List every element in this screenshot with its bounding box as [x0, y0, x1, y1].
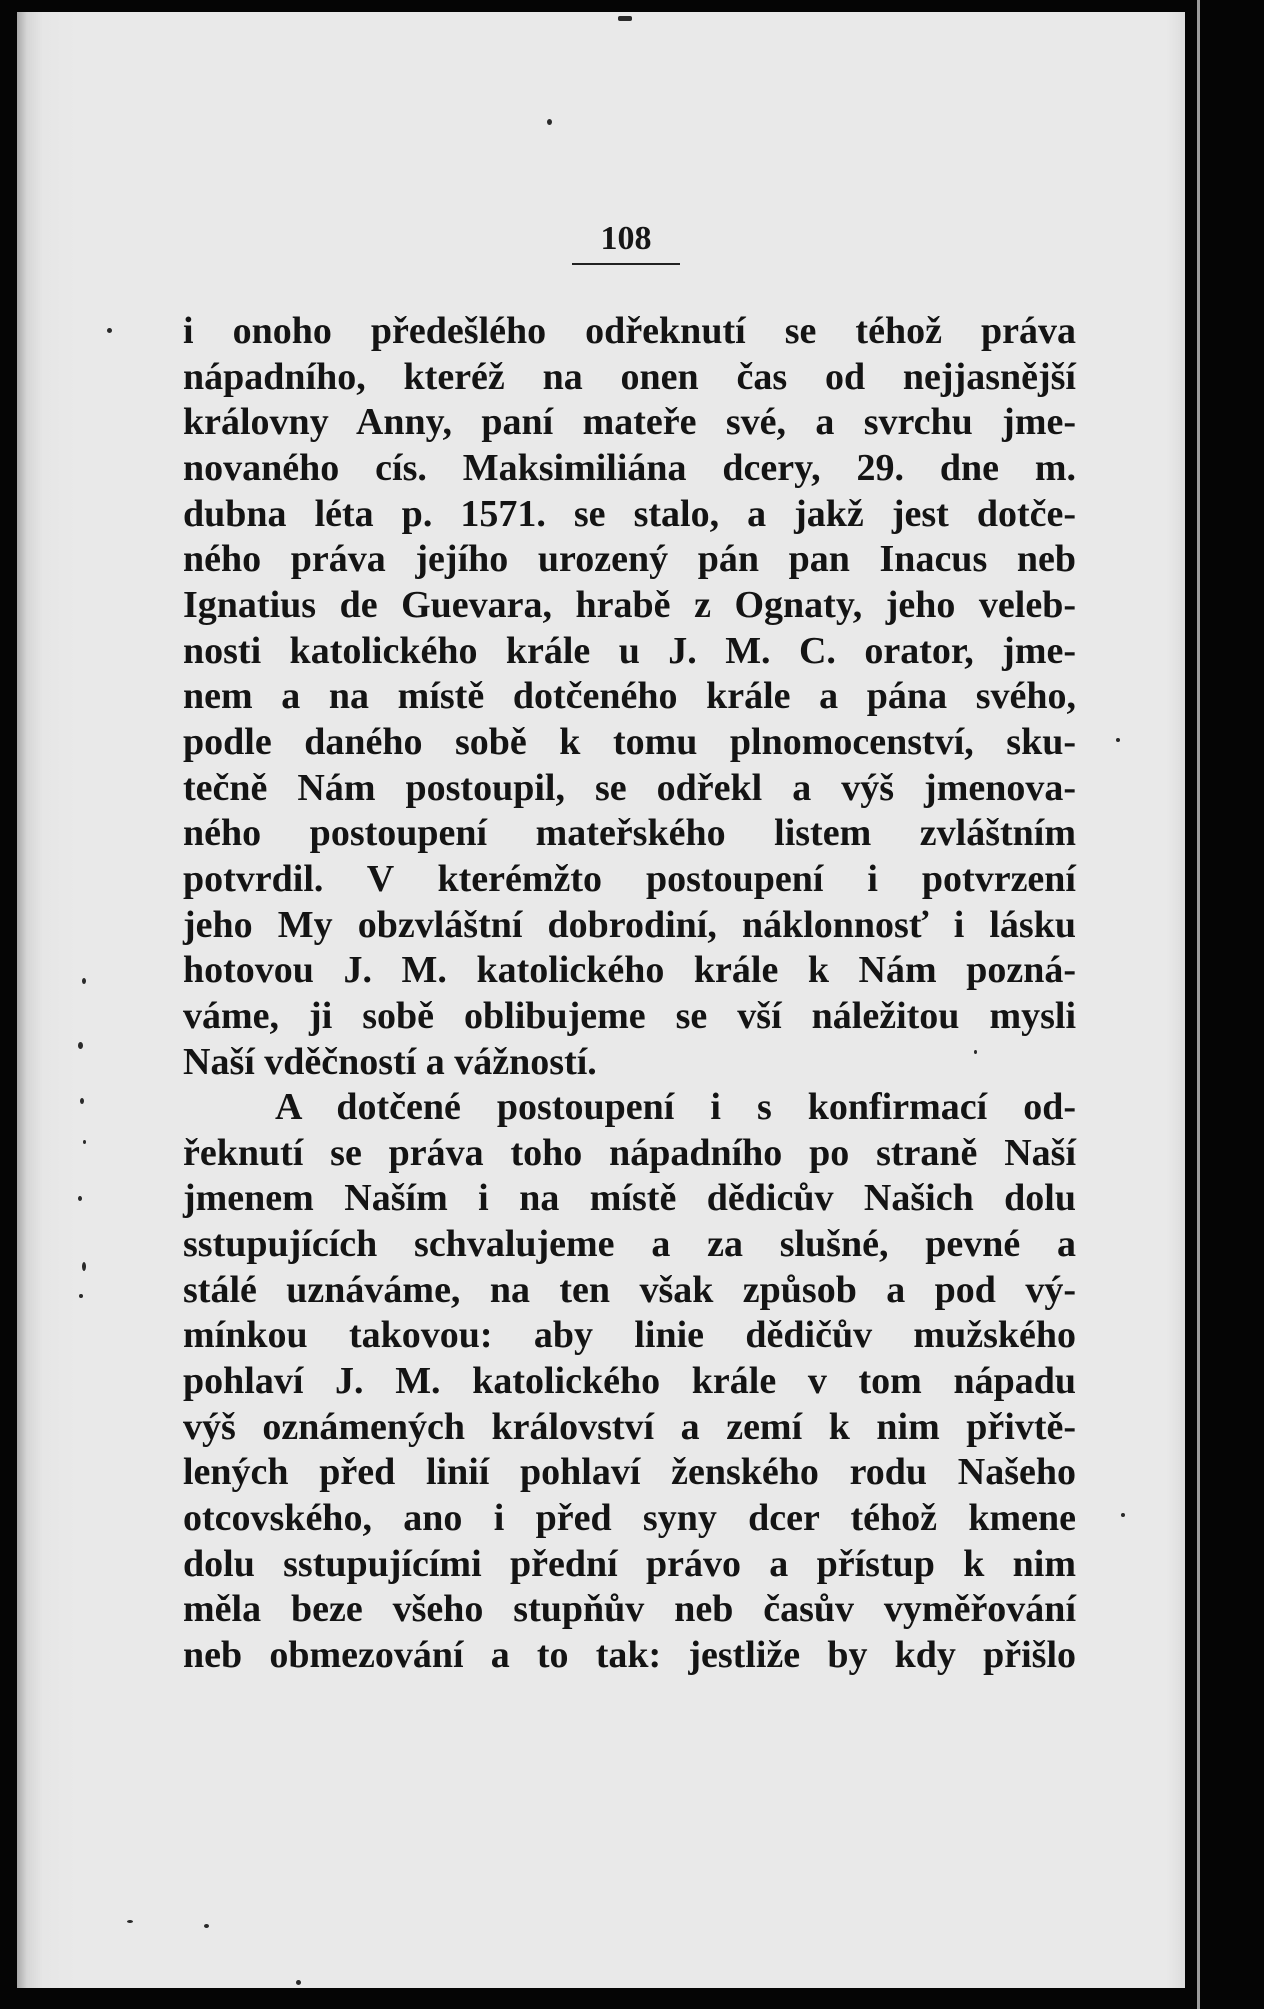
text-line: jmenem Naším i na místě dědicův Našich dolu: [183, 1177, 1076, 1220]
scan-speck: [78, 1196, 82, 1201]
scan-speck: [204, 1924, 209, 1928]
adjacent-page-edge: [1197, 0, 1200, 2009]
text-line: tečně Nám postoupil, se odřekl a výš jmenova-: [183, 766, 1076, 809]
scan-speck: [83, 1140, 86, 1144]
page-number: 108: [600, 220, 652, 257]
text-line: královny Anny, paní mateře své, a svrchu jme-: [183, 401, 1076, 444]
text-line: hotovou J. M. katolického krále k Nám pozná-: [183, 949, 1076, 992]
scan-speck: [974, 1050, 977, 1054]
scan-speck: [80, 1098, 84, 1104]
page-number-rule: [572, 263, 680, 265]
text-line: mínkou takovou: aby linie dědičův mužského: [183, 1314, 1076, 1357]
scan-speck: [127, 1920, 133, 1923]
text-line: dubna léta p. 1571. se stalo, a jakž jest dotče-: [183, 492, 1076, 535]
text-line: otcovského, ano i před syny dcer téhož kmene: [183, 1497, 1076, 1540]
text-line: i onoho předešlého odřeknutí se téhož práva: [183, 310, 1076, 352]
text-line: sstupujících schvalujeme a za slušné, pevné a: [183, 1223, 1076, 1266]
text-line: lených před linií pohlaví ženského rodu Našeho: [183, 1451, 1076, 1494]
text-line: ného práva jejího urozený pán pan Inacus neb: [183, 538, 1076, 581]
paragraph-first-line: A dotčené postoupení i s konfirmací od-: [275, 1086, 1076, 1129]
scan-speck: [296, 1980, 301, 1985]
text-line: podle daného sobě k tomu plnomocenství, sku-: [183, 720, 1076, 763]
body-text: [183, 309, 1076, 1679]
scan-speck: [618, 16, 632, 21]
text-line: jeho My obzvláštní dobrodiní, náklonnosť i lásku: [183, 903, 1076, 946]
text-line: novaného cís. Maksimiliána dcery, 29. dne m.: [183, 446, 1076, 489]
scan-speck: [1121, 1513, 1125, 1517]
text-line: nem a na místě dotčeného krále a pána svého,: [183, 675, 1076, 718]
text-line: Ignatius de Guevara, hrabě z Ognaty, jeho veleb-: [183, 583, 1076, 626]
text-line: řeknutí se práva toho nápadního po straně Naší: [183, 1131, 1076, 1174]
text-line: stálé uznáváme, na ten však způsob a pod vý-: [183, 1268, 1076, 1311]
text-line: nosti katolického krále u J. M. C. orator, jme-: [183, 629, 1076, 672]
scan-speck: [79, 1294, 83, 1298]
paragraph-last-line: Naší vděčností a vážností.: [183, 1040, 597, 1083]
scan-speck: [547, 119, 552, 125]
text-line: ného postoupení mateřského listem zvláštním: [183, 812, 1076, 855]
text-line: pohlaví J. M. katolického krále v tom nápadu: [183, 1360, 1076, 1403]
text-line: potvrdil. V kterémžto postoupení i potvrzení: [183, 857, 1076, 900]
scan-speck: [78, 1042, 83, 1049]
text-line: dolu sstupujícími přední právo a přístup k nim: [183, 1542, 1076, 1585]
scan-speck: [82, 1262, 86, 1271]
text-line: neb obmezování a to tak: jestliže by kdy přišlo: [183, 1634, 1076, 1677]
scan-speck: [107, 328, 112, 333]
text-line: nápadního, kteréž na onen čas od nejjasnější: [183, 355, 1076, 398]
text-line: váme, ji sobě oblibujeme se vší náležitou mysli: [183, 994, 1076, 1037]
scan-speck: [82, 978, 86, 984]
text-line: výš oznámených království a zemí k nim přivtě-: [183, 1405, 1076, 1448]
scan-speck: [1116, 738, 1120, 742]
text-line: měla beze všeho stupňův neb časův vyměřování: [183, 1588, 1076, 1631]
